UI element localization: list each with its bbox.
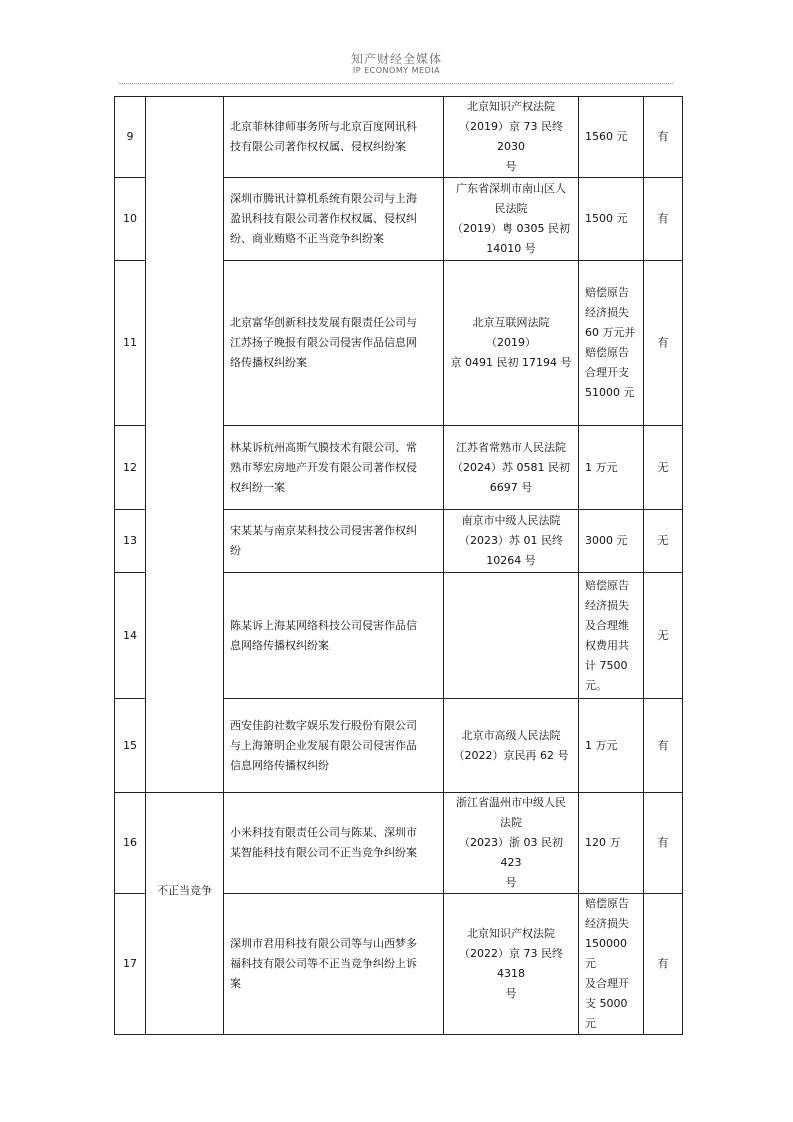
case-name [224, 97, 444, 178]
flag-cell: 有 [644, 178, 683, 261]
award-text: 赔偿原告 经济损失 及合理维 权费用共 计 7500 元。 [585, 578, 629, 692]
case-name [224, 178, 444, 261]
case-number: 14 [115, 573, 146, 699]
table-row [115, 97, 683, 178]
case-name [224, 793, 444, 894]
court-info [444, 97, 579, 178]
court-info [444, 793, 579, 894]
masthead [0, 52, 793, 76]
category-label: 不正当竞争 [157, 883, 212, 897]
table-row [115, 793, 683, 894]
flag-cell: 有 [644, 261, 683, 426]
case-number: 9 [115, 97, 146, 178]
case-number: 11 [115, 261, 146, 426]
award-amount [579, 510, 644, 573]
case-number: 13 [115, 510, 146, 573]
case-name [224, 426, 444, 510]
flag-cell: 有 [644, 894, 683, 1035]
flag-cell: 有 [644, 793, 683, 894]
award-text: 1 万元 [585, 738, 618, 752]
masthead-title-cn: 知产财经全媒体 [350, 52, 442, 66]
court-text: 北京知识产权法院 （2019）京 73 民终 2030 号 [459, 100, 563, 173]
court-info [444, 426, 579, 510]
case-name-text: 小米科技有限责任公司与陈某、深圳市 某智能科技有限公司不正当竞争纠纷案 [230, 826, 417, 859]
flag-cell: 有 [644, 699, 683, 793]
court-info [444, 894, 579, 1035]
header-divider [119, 83, 673, 84]
flag-cell: 无 [644, 510, 683, 573]
court-info [444, 573, 579, 699]
case-name [224, 573, 444, 699]
case-name-text: 陈某诉上海某网络科技公司侵害作品信 息网络传播权纠纷案 [230, 618, 417, 652]
award-amount [579, 97, 644, 178]
award-amount [579, 573, 644, 699]
award-amount [579, 261, 644, 426]
court-info [444, 699, 579, 793]
case-name [224, 699, 444, 793]
award-text: 3000 元 [585, 534, 628, 547]
case-number: 10 [115, 178, 146, 261]
case-number: 17 [115, 894, 146, 1035]
award-text: 1 万元 [585, 460, 618, 474]
court-text: 浙江省温州市中级人民 法院 （2023）浙 03 民初 423 号 [456, 796, 566, 889]
case-name-text: 北京菲林律师事务所与北京百度网讯科 技有限公司著作权权属、侵权纠纷案 [230, 120, 417, 153]
award-text: 1500 元 [585, 212, 628, 225]
court-text: 北京市高级人民法院 （2022）京民再 62 号 [453, 728, 569, 762]
case-number: 15 [115, 699, 146, 793]
case-table [114, 96, 683, 1035]
flag-cell: 无 [644, 426, 683, 510]
court-info [444, 510, 579, 573]
case-name-text: 深圳市腾讯计算机系统有限公司与上海 盈讯科技有限公司著作权权属、侵权纠 纷、商业贿赂不正当竞争纠纷案 [230, 192, 417, 245]
award-text: 赔偿原告 经济损失 60 万元并 赔偿原告 合理开支 51000 元 [585, 286, 636, 399]
category-cell-copyright [146, 97, 224, 793]
court-text: 广东省深圳市南山区人 民法院 （2019）粤 0305 民初 14010 号 [452, 182, 570, 255]
case-name [224, 894, 444, 1035]
court-text: 北京互联网法院（2019） 京 0491 民初 17194 号 [450, 316, 572, 369]
category-cell-unfair-competition [146, 793, 224, 1035]
court-info [444, 261, 579, 426]
award-text: 120 万 [585, 836, 621, 849]
award-amount [579, 894, 644, 1035]
case-name-text: 宋某某与南京某科技公司侵害著作权纠 纷 [230, 524, 417, 557]
court-info [444, 178, 579, 261]
award-amount [579, 793, 644, 894]
award-amount [579, 426, 644, 510]
case-name-text: 西安佳韵社数字娱乐发行股份有限公司 与上海箫明企业发展有限公司侵害作品 信息网络传播权纠纷 [230, 718, 417, 772]
case-number: 16 [115, 793, 146, 894]
award-text: 1560 元 [585, 130, 628, 143]
case-name-text: 深圳市君用科技有限公司等与山西梦多 福科技有限公司等不正当竞争纠纷上诉 案 [230, 937, 417, 990]
case-name [224, 510, 444, 573]
court-text: 江苏省常熟市人民法院 （2024）苏 0581 民初 6697 号 [452, 440, 570, 494]
award-amount [579, 178, 644, 261]
flag-cell: 无 [644, 573, 683, 699]
case-name [224, 261, 444, 426]
case-name-text: 北京富华创新科技发展有限责任公司与 江苏扬子晚报有限公司侵害作品信息网 络传播权纠纷案 [230, 316, 417, 369]
case-name-text: 林某诉杭州高斯气膜技术有限公司、常 熟市琴宏房地产开发有限公司著作权侵 权纠纷一案 [230, 440, 417, 494]
flag-cell: 有 [644, 97, 683, 178]
court-text: 南京市中级人民法院 （2023）苏 01 民终 10264 号 [459, 514, 563, 567]
case-number: 12 [115, 426, 146, 510]
masthead-title-en: IP ECONOMY MEDIA [352, 66, 441, 75]
award-amount [579, 699, 644, 793]
award-text: 赔偿原告 经济损失 150000 元 及合理开 支 5000 元 [585, 897, 629, 1030]
court-text: 北京知识产权法院 （2022）京 73 民终 4318 号 [459, 927, 563, 1000]
